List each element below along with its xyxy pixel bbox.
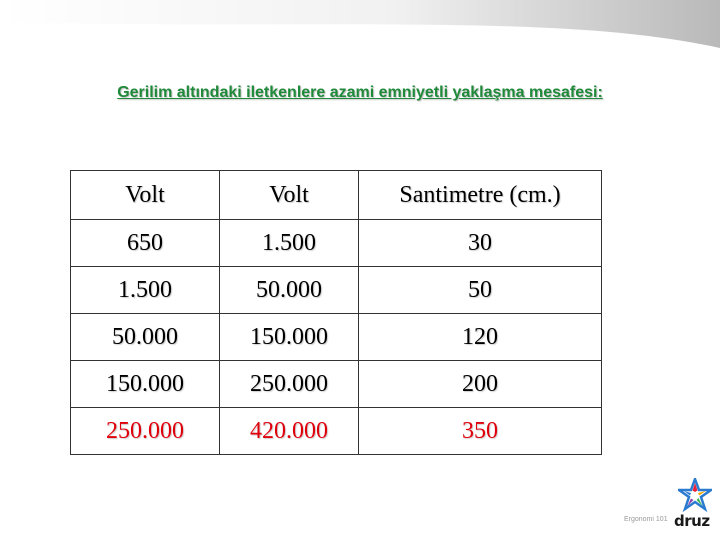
table-row	[71, 361, 602, 408]
page-title: Gerilim altındaki iletkenlere azami emniyetli yaklaşma mesafesi:	[117, 84, 603, 101]
footer-label: Ergonomi 101	[624, 516, 668, 523]
table-cell: 30	[359, 220, 602, 267]
table-cell: 420.000	[219, 408, 358, 455]
header-cell: Volt	[219, 171, 358, 220]
table-cell: 50	[359, 267, 602, 314]
table-row-highlighted	[71, 408, 602, 455]
table-cell: 50.000	[219, 267, 358, 314]
table-cell: 200	[359, 361, 602, 408]
table-cell: 1.500	[71, 267, 220, 314]
logo-text: druz	[674, 512, 710, 530]
druz-logo	[674, 478, 714, 534]
star-icon	[678, 478, 712, 512]
table-cell: 150.000	[219, 314, 358, 361]
table-row	[71, 314, 602, 361]
table-cell: 1.500	[219, 220, 358, 267]
table-cell: 350	[359, 408, 602, 455]
table-cell: 250.000	[71, 408, 220, 455]
table-header-row	[71, 171, 602, 220]
distance-table	[70, 170, 602, 455]
table-row	[71, 267, 602, 314]
header-swoosh	[0, 0, 720, 60]
header-cell: Santimetre (cm.)	[359, 171, 602, 220]
table-row	[71, 220, 602, 267]
table-cell: 250.000	[219, 361, 358, 408]
table-cell: 120	[359, 314, 602, 361]
table-cell: 50.000	[71, 314, 220, 361]
table-cell: 150.000	[71, 361, 220, 408]
table-cell: 650	[71, 220, 220, 267]
header-cell: Volt	[71, 171, 220, 220]
